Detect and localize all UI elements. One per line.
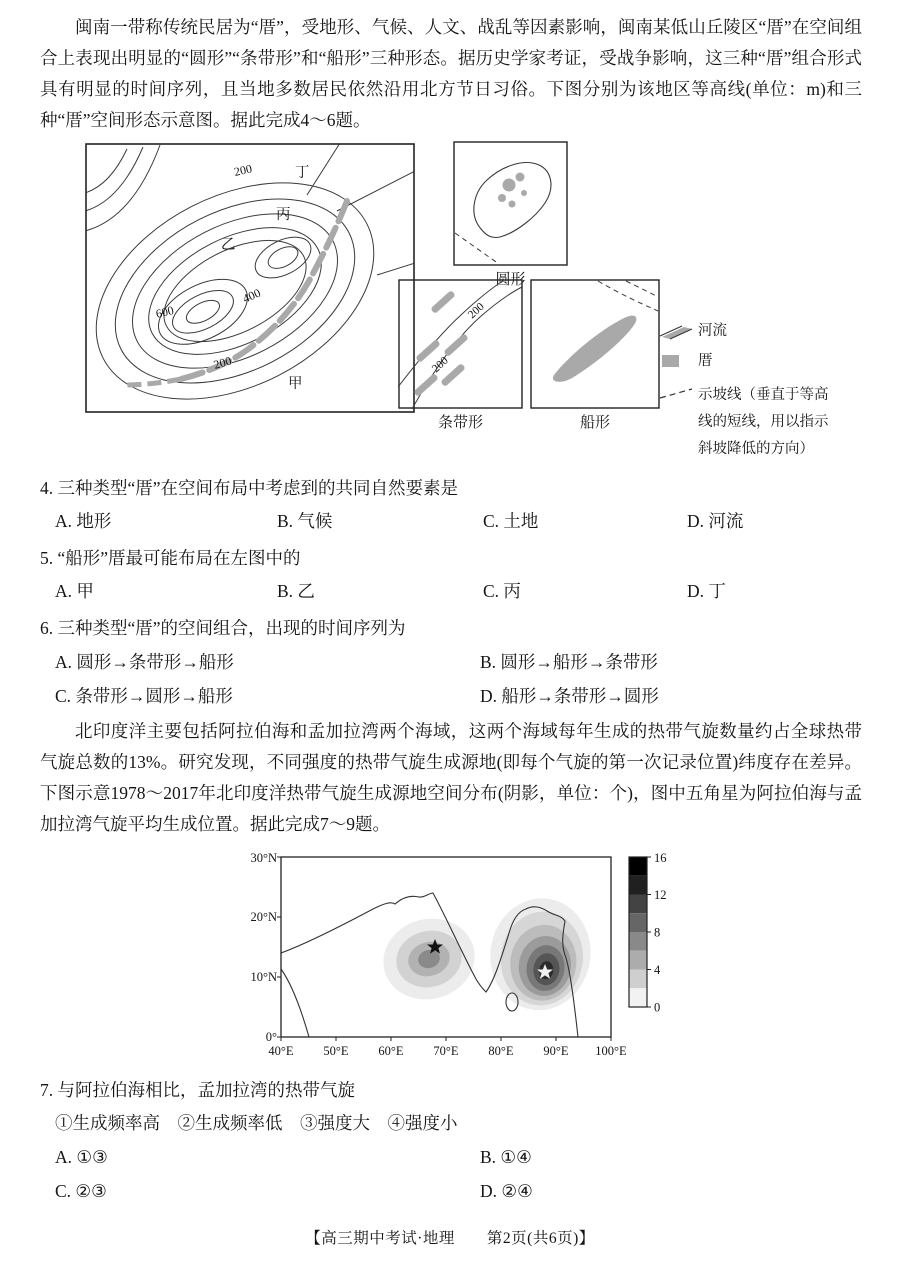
option-a: A. 圆形→条带形→船形 [55, 651, 234, 672]
cuo-buildings [498, 172, 527, 207]
lon-70e: 70°E [433, 1043, 459, 1058]
question-7 [40, 1075, 862, 1208]
lon-40e: 40°E [268, 1043, 294, 1058]
lon-labels [268, 1044, 627, 1058]
label-circle-shape: 圆形 [495, 271, 526, 288]
legend-river-label: 河流 [698, 322, 727, 339]
legend-slope-line1: 示坡线（垂直于等高 [698, 387, 829, 404]
page-footer: 【高三期中考试·地理 第2页(共6页)】 [305, 1230, 595, 1247]
legend-row-slope [658, 382, 848, 462]
point-label-yi: 乙 [221, 236, 236, 253]
question-7-stem: 7. 与阿拉伯海相比，孟加拉湾的热带气旋 [40, 1079, 355, 1100]
option-d: D. ②④ [480, 1181, 533, 1202]
option-a: A. 地形 [55, 511, 112, 532]
option-c: C. 条带形→圆形→船形 [55, 686, 233, 707]
colorbar [629, 851, 667, 1015]
option-d: D. 河流 [687, 511, 744, 532]
cuo-symbol-icon [658, 351, 698, 368]
cbar-8: 8 [654, 925, 661, 939]
cuo-strips [413, 290, 468, 397]
question-5-options [40, 576, 862, 607]
lon-100e: 100°E [595, 1043, 627, 1058]
cbar-0: 0 [654, 1000, 661, 1014]
figure-cyclone-map [233, 851, 862, 1069]
slope-line-symbol-icon [658, 382, 698, 401]
option-a: A. 甲 [55, 581, 94, 602]
question-5 [40, 543, 862, 607]
question-5-stem: 5. “船形”厝最可能布局在左图中的 [40, 547, 301, 568]
boat-dashed-lines [598, 281, 658, 311]
passage-minnan-cuo: 闽南一带称传统民居为“厝”，受地形、气候、人文、战乱等因素影响，闽南某低山丘陵区“厝”在空间组合上表现出明显的“圆形”“条带形”和“船形”三种形态。据历史学家考证，受战争影响，这三种“厝”组合形式具有明显的时间序列，且当地多数居民依然沿用北方节日习俗。下图分别为该地区等高线(单位：m)和三种“厝”空间形态示意图。据此完成4～6题。 [40, 17, 862, 131]
contour-label-200-bottom: 200 [211, 353, 234, 372]
figure-cuo-shapes [40, 141, 862, 465]
contour-map [85, 143, 415, 413]
contour-label-400: 400 [240, 285, 263, 306]
point-label-jia: 甲 [288, 375, 303, 392]
strip-contour-label-2: 200 [429, 354, 451, 375]
lon-80e: 80°E [488, 1043, 514, 1058]
question-7-options-row2 [40, 1176, 862, 1207]
question-7-statements: ①生成频率高 ②生成频率低 ③强度大 ④强度小 [55, 1113, 458, 1134]
option-b: B. 圆形→船形→条带形 [480, 651, 658, 672]
legend-slope-line3: 斜坡降低的方向） [698, 440, 814, 457]
cyclone-map [233, 851, 685, 1069]
question-4-stem: 4. 三种类型“厝”在空间布局中考虑到的共同自然要素是 [40, 477, 459, 498]
cbar-12: 12 [654, 887, 667, 902]
river-symbol-icon [658, 321, 698, 340]
settlement-outline [474, 162, 551, 237]
point-label-bing: 丙 [276, 206, 291, 223]
strip-contour-label-1: 200 [465, 300, 487, 321]
contour-label-200-top: 200 [232, 161, 254, 179]
option-d: D. 船形→条带形→圆形 [480, 686, 659, 707]
contour-lines [85, 143, 415, 413]
shape-box-strip [398, 279, 523, 432]
shape-box-circle [453, 141, 568, 289]
question-6-stem: 6. 三种类型“厝”的空间组合，出现的时间序列为 [40, 618, 406, 639]
question-7-options-row1 [40, 1142, 862, 1173]
strip-shape-diagram [398, 279, 523, 409]
option-c: C. 土地 [483, 511, 539, 532]
question-6-options-row1 [40, 647, 862, 678]
option-d: D. 丁 [687, 581, 726, 602]
lon-60e: 60°E [378, 1043, 404, 1058]
option-b: B. ①④ [480, 1146, 532, 1167]
lon-50e: 50°E [323, 1043, 349, 1058]
question-4 [40, 473, 862, 537]
option-b: B. 气候 [277, 511, 333, 532]
cuo-boat [553, 315, 637, 381]
passage-cyclone: 北印度洋主要包括阿拉伯海和孟加拉湾两个海域，这两个海域每年生成的热带气旋数量约占全球热带气旋总数的13%。研究发现，不同强度的热带气旋生成源地(即每个气旋的第一次记录位置)纬度存在差异。下图示意1978～2017年北印度洋热带气旋生成源地空间分布(阴影，单位：个)，图中五角星为阿拉伯海与孟加拉湾气旋平均生成位置。据此完成7～9题。 [40, 720, 862, 835]
legend-row-cuo [658, 351, 848, 373]
colorbar-labels [654, 851, 667, 1015]
legend-slope-line2: 线的短线，用以指示 [698, 413, 829, 430]
contour-label-600: 600 [154, 302, 176, 321]
lat-30n: 30°N [250, 850, 277, 865]
legend-slope-text [698, 382, 829, 462]
shape-box-boat [530, 279, 660, 432]
option-a: A. ①③ [55, 1146, 108, 1167]
label-strip-shape: 条带形 [437, 414, 483, 431]
cbar-4: 4 [654, 962, 661, 977]
point-label-ding: 丁 [295, 164, 310, 181]
figure1-legend [658, 321, 848, 472]
option-b: B. 乙 [277, 581, 315, 602]
question-4-options [40, 506, 862, 537]
legend-cuo-label: 厝 [698, 353, 713, 370]
question-6-options-row2 [40, 681, 862, 712]
option-c: C. ②③ [55, 1181, 107, 1202]
boat-shape-diagram [530, 279, 660, 409]
lon-90e: 90°E [543, 1043, 569, 1058]
question-6 [40, 613, 862, 712]
circle-shape-diagram [453, 141, 568, 266]
option-c: C. 丙 [483, 581, 521, 602]
legend-row-river [658, 321, 848, 343]
lat-0: 0° [265, 1029, 277, 1044]
lat-10n: 10°N [250, 969, 277, 984]
lat-20n: 20°N [250, 909, 277, 924]
cbar-16: 16 [654, 850, 667, 865]
lat-labels [250, 851, 277, 1044]
label-boat-shape: 船形 [579, 414, 610, 431]
